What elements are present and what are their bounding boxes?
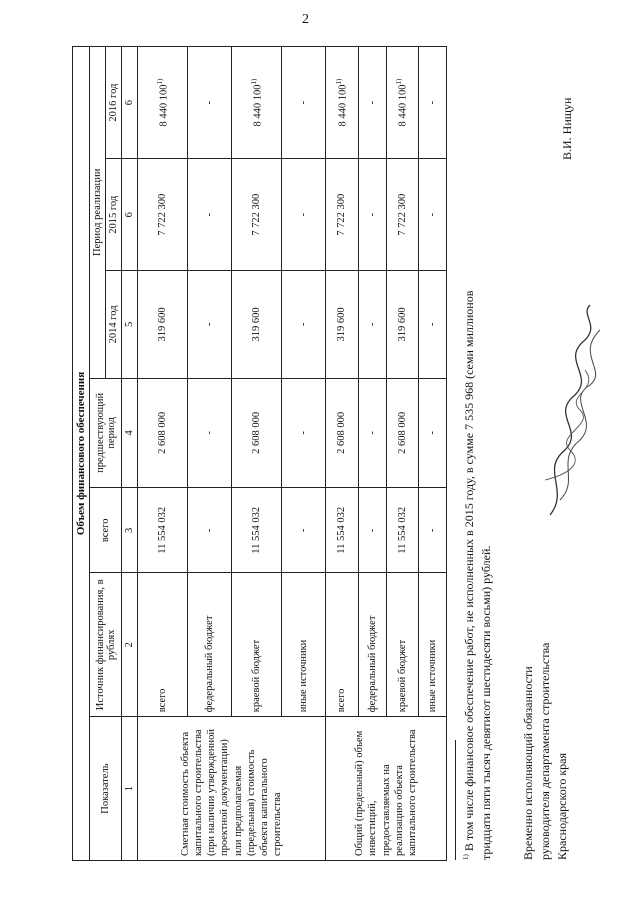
col-number: 6 (122, 47, 138, 159)
signature-block-frame (520, 560, 600, 860)
y2016-cell: - (358, 47, 386, 159)
col-source-header: Источник финансирования, в рублях (90, 573, 122, 717)
col-total-header: всего (90, 488, 122, 573)
total-cell: - (282, 488, 326, 573)
y2015-cell: - (418, 159, 446, 271)
y2014-cell: - (418, 271, 446, 378)
indicator-cell: Сметная стоимость объекта капитального строительства (при наличии утвержденной проектной документации) или предполагаемая (предельная) стоимость объекта капитального строительства (138, 717, 326, 861)
y2015-cell: 7 722 300 (326, 159, 358, 271)
prev-cell: - (418, 378, 446, 488)
source-cell: всего (138, 573, 188, 717)
total-cell: 11 554 032 (138, 488, 188, 573)
financing-table-frame (72, 46, 447, 861)
col-number: 1 (122, 717, 138, 861)
y2015-cell: 7 722 300 (386, 159, 418, 271)
total-cell: - (418, 488, 446, 573)
page-number: 2 (302, 12, 309, 27)
total-cell: - (188, 488, 232, 573)
col-number: 5 (122, 271, 138, 378)
year-header: 2016 год (106, 47, 122, 159)
period-header: Период реализации (90, 47, 106, 379)
source-cell: иные источники (418, 573, 446, 717)
source-cell: всего (326, 573, 358, 717)
financing-table (72, 46, 447, 861)
total-cell: 11 554 032 (386, 488, 418, 573)
col-number: 3 (122, 488, 138, 573)
signatory-title-line-1: Временно исполняющий обязанности (521, 666, 535, 860)
footnote-ref: 1) (250, 78, 259, 85)
footnote-text-1: В том числе финансовое обеспечение работ, не исполненных в 2015 году, в сумме 7 535 968 (семи миллионов (462, 290, 476, 852)
source-cell: краевой бюджет (232, 573, 282, 717)
total-cell: 11 554 032 (232, 488, 282, 573)
handwritten-signature (530, 300, 620, 530)
footnote-line-2: тридцати пяти тысяч девятисот шестидесяти восьми) рублей. (479, 545, 493, 860)
y2014-cell: - (358, 271, 386, 378)
prev-cell: - (282, 378, 326, 488)
signatory-title-line-2: руководителя департамента строительства (538, 642, 552, 860)
year-header: 2014 год (106, 271, 122, 378)
y2016-cell (138, 47, 188, 159)
y2015-cell: - (188, 159, 232, 271)
table-row (138, 47, 188, 861)
y2016-cell: - (282, 47, 326, 159)
total-cell: 11 554 032 (326, 488, 358, 573)
y2016-cell: - (188, 47, 232, 159)
source-cell: иные источники (282, 573, 326, 717)
y2015-cell: - (358, 159, 386, 271)
table-title: Объем финансового обеспечения (73, 47, 90, 861)
footnote-frame (455, 40, 495, 860)
footnote (455, 40, 495, 860)
signature-block (520, 560, 600, 860)
signatory-title-line-3: Краснодарского края (555, 752, 569, 860)
source-cell: краевой бюджет (386, 573, 418, 717)
y2014-cell: - (188, 271, 232, 378)
y2016-value: 8 440 100 (337, 84, 349, 127)
y2016-value: 8 440 100 (397, 84, 409, 127)
col-indicator-header: Показатель (90, 717, 122, 861)
y2015-cell: 7 722 300 (138, 159, 188, 271)
prev-cell: 2 608 000 (326, 378, 358, 488)
footnote-marker: 1) (462, 854, 470, 860)
source-cell: федеральный бюджет (188, 573, 232, 717)
col-number: 6 (122, 159, 138, 271)
footnote-ref: 1) (155, 78, 164, 85)
y2014-cell: 319 600 (386, 271, 418, 378)
prev-cell: - (358, 378, 386, 488)
y2014-cell: 319 600 (326, 271, 358, 378)
footnote-ref: 1) (335, 78, 344, 85)
prev-cell: 2 608 000 (232, 378, 282, 488)
y2014-cell: 319 600 (232, 271, 282, 378)
y2015-cell: - (282, 159, 326, 271)
y2016-cell (386, 47, 418, 159)
footnote-line-1 (458, 40, 478, 860)
total-cell: - (358, 488, 386, 573)
y2016-value: 8 440 100 (158, 84, 170, 127)
source-cell: федеральный бюджет (358, 573, 386, 717)
y2015-cell: 7 722 300 (232, 159, 282, 271)
footnote-divider (455, 740, 456, 860)
prev-cell: - (188, 378, 232, 488)
y2016-cell: - (418, 47, 446, 159)
col-number: 4 (122, 378, 138, 488)
prev-cell: 2 608 000 (386, 378, 418, 488)
col-prev-header: предшествующий период (90, 378, 122, 488)
y2016-value: 8 440 100 (252, 84, 264, 127)
y2016-cell (326, 47, 358, 159)
col-number: 2 (122, 573, 138, 717)
table-row (326, 47, 358, 861)
y2014-cell: 319 600 (138, 271, 188, 378)
y2014-cell: - (282, 271, 326, 378)
footnote-ref: 1) (395, 78, 404, 85)
y2016-cell (232, 47, 282, 159)
indicator-cell: Общий (предельный) объем инвестиций, предоставляемых на реализацию объекта капитального строительства (326, 717, 447, 861)
signatory-name: В.И. Нищун (560, 97, 574, 160)
signatory-name-frame (560, 40, 584, 160)
year-header: 2015 год (106, 159, 122, 271)
prev-cell: 2 608 000 (138, 378, 188, 488)
